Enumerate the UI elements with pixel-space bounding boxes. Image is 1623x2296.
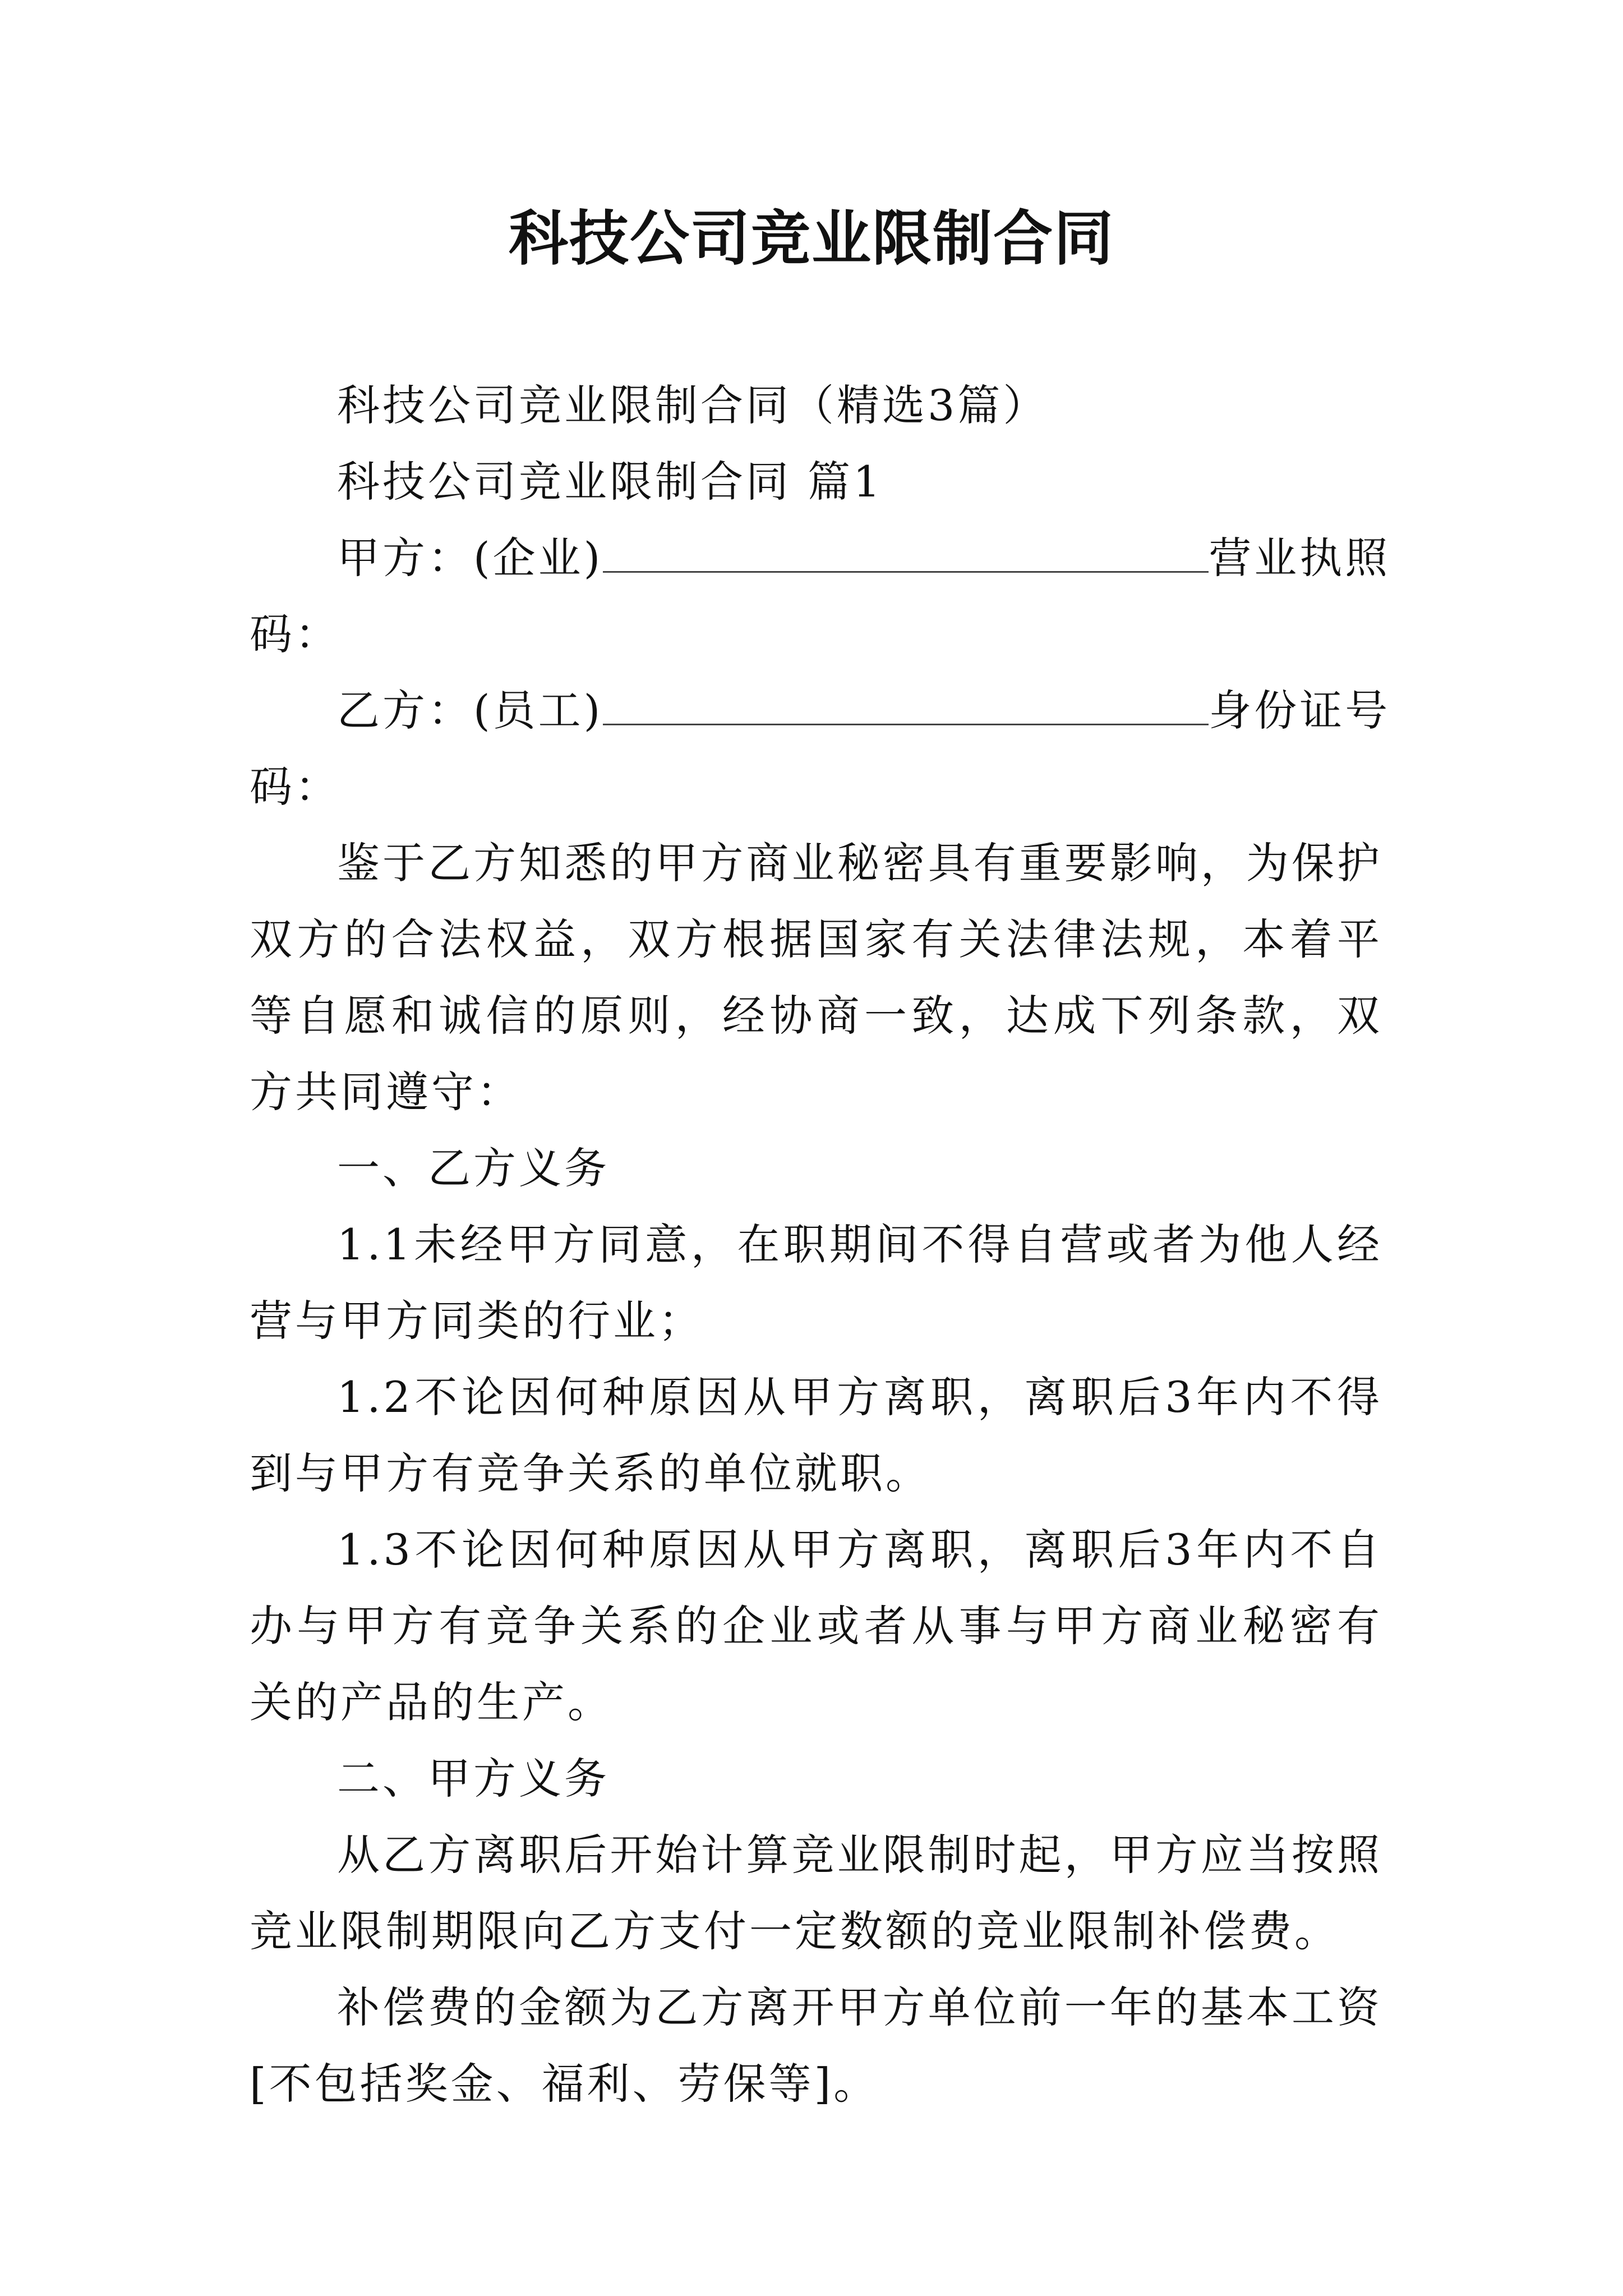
party-a-line	[250, 520, 1391, 596]
party-b-suffix: 身份证号	[1209, 685, 1391, 735]
subtitle: 科技公司竞业限制合同（精选3篇）	[337, 380, 1049, 430]
party-a-continuation: 码：	[250, 609, 340, 659]
party-b-continuation: 码：	[250, 762, 340, 812]
clause-1-1: 1.1未经甲方同意，在职期间不得自营或者为他人经营与甲方同类的行业；	[250, 1220, 1382, 1346]
clause-1-2: 1.2不论因何种原因从甲方离职，离职后3年内不得到与甲方有竞争关系的单位就职。	[250, 1372, 1382, 1498]
clause-1-3: 1.3不论因何种原因从甲方离职，离职后3年内不自办与甲方有竞争关系的企业或者从事与甲方商业秘密有关的产品的生产。	[250, 1525, 1382, 1727]
party-a-prefix: 甲方：(企业)	[337, 533, 603, 583]
party-b-line	[250, 673, 1391, 749]
party-b-prefix: 乙方：(员工)	[337, 685, 603, 735]
party-a-blank	[603, 532, 1209, 573]
preamble-paragraph: 鉴于乙方知悉的甲方商业秘密具有重要影响，为保护双方的合法权益，双方根据国家有关法律法规，本着平等自愿和诚信的原则，经协商一致，达成下列条款，双方共同遵守：	[250, 838, 1382, 1117]
document-body	[250, 367, 1391, 2122]
paragraph-compensation-start: 从乙方离职后开始计算竞业限制时起，甲方应当按照竞业限制期限向乙方支付一定数额的竞业限制补偿费。	[250, 1830, 1382, 1956]
party-b-blank	[603, 684, 1209, 725]
heading-party-a-obligations: 二、甲方义务	[337, 1754, 610, 1803]
section-heading: 科技公司竞业限制合同 篇1	[337, 457, 883, 507]
party-a-suffix: 营业执照	[1209, 533, 1391, 583]
paragraph-compensation-amount: 补偿费的金额为乙方离开甲方单位前一年的基本工资[不包括奖金、福利、劳保等]。	[250, 1982, 1382, 2109]
document-title: 科技公司竞业限制合同	[509, 203, 1114, 273]
heading-party-b-obligations: 一、乙方义务	[337, 1143, 610, 1193]
